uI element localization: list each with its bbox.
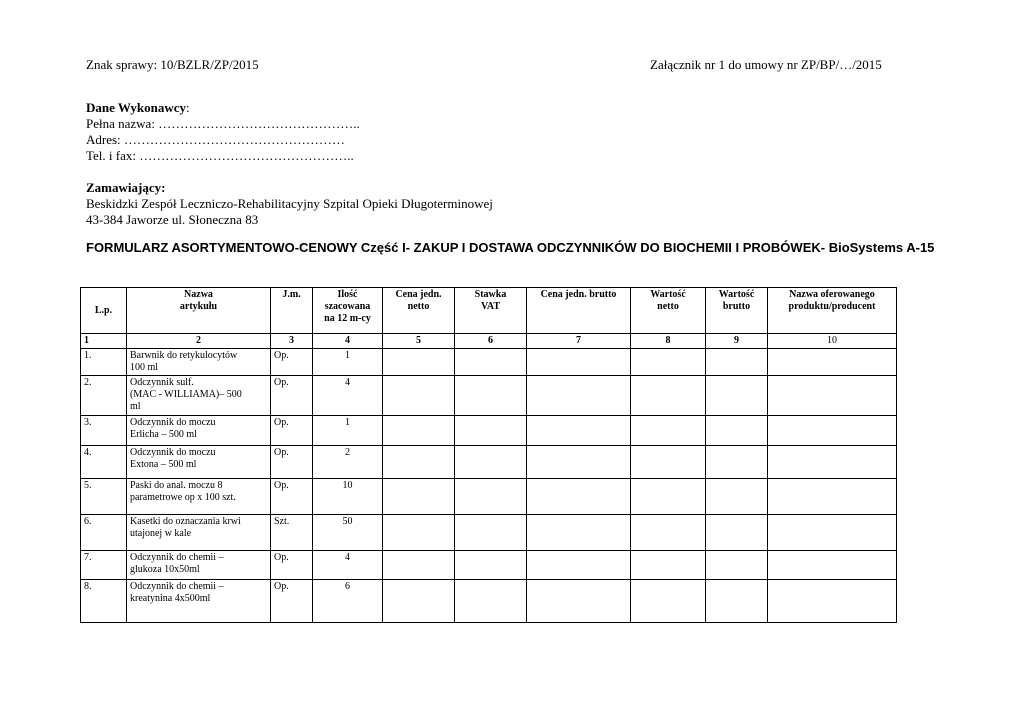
col-header-offered-product: Nazwa oferowanego produktu/producent [768,288,897,334]
cell-unit-gross-price[interactable] [527,580,631,623]
row-quantity: 1 [313,349,383,376]
row-unit: Szt. [271,515,313,551]
table-row [81,479,897,515]
row-unit: Op. [271,416,313,446]
orderer-address: 43-384 Jaworze ul. Słoneczna 83 [86,212,259,227]
cell-unit-net-price[interactable] [383,446,455,479]
col-header-vat-rate: Stawka VAT [455,288,527,334]
cell-offered-product[interactable] [768,349,897,376]
price-form-table [80,287,897,623]
row-quantity: 2 [313,446,383,479]
row-lp: 4. [81,446,127,479]
row-unit: Op. [271,479,313,515]
cell-unit-gross-price[interactable] [527,515,631,551]
row-quantity: 6 [313,580,383,623]
cell-offered-product[interactable] [768,416,897,446]
row-quantity: 10 [313,479,383,515]
cell-gross-value[interactable] [706,580,768,623]
col-header-name: Nazwa artykułu [127,288,271,334]
row-quantity: 4 [313,551,383,580]
row-lp: 8. [81,580,127,623]
annex-reference: Załącznik nr 1 do umowy nr ZP/BP/…/2015 [650,57,882,72]
cell-offered-product[interactable] [768,376,897,416]
row-item-name: Barwnik do retykulocytów 100 ml [127,349,271,376]
col-number: 6 [455,334,527,349]
cell-vat-rate[interactable] [455,416,527,446]
col-number: 2 [127,334,271,349]
row-lp: 7. [81,551,127,580]
contractor-address-line: Adres: …………………………………………… [86,132,345,147]
cell-unit-gross-price[interactable] [527,446,631,479]
row-lp: 1. [81,349,127,376]
cell-unit-net-price[interactable] [383,551,455,580]
col-header-gross-value: Wartość brutto [706,288,768,334]
contractor-name-line: Pełna nazwa: ……………………………………….. [86,116,360,131]
cell-net-value[interactable] [631,515,706,551]
col-header-quantity: Ilość szacowana na 12 m-cy [313,288,383,334]
form-title: FORMULARZ ASORTYMENTOWO-CENOWY Część I- ZAKUP I DOSTAWA ODCZYNNIKÓW DO BIOCHEMII I PROBÓWEK- BioSystems A-15 [86,240,935,255]
cell-unit-gross-price[interactable] [527,479,631,515]
cell-offered-product[interactable] [768,580,897,623]
col-header-unit-gross-price: Cena jedn. brutto [527,288,631,334]
table-row [81,580,897,623]
orderer-section [86,180,493,228]
table-row [81,349,897,376]
col-number: 5 [383,334,455,349]
cell-vat-rate[interactable] [455,376,527,416]
cell-unit-gross-price[interactable] [527,349,631,376]
cell-offered-product[interactable] [768,479,897,515]
table-row [81,446,897,479]
row-unit: Op. [271,446,313,479]
cell-unit-net-price[interactable] [383,479,455,515]
cell-offered-product[interactable] [768,515,897,551]
row-item-name: Odczynnik do moczu Extona – 500 ml [127,446,271,479]
header-row [81,288,897,334]
cell-vat-rate[interactable] [455,580,527,623]
cell-net-value[interactable] [631,551,706,580]
col-number: 8 [631,334,706,349]
row-quantity: 1 [313,416,383,446]
row-item-name: Odczynnik do moczu Erlicha – 500 ml [127,416,271,446]
row-item-name: Odczynnik do chemii – glukoza 10x50ml [127,551,271,580]
cell-unit-gross-price[interactable] [527,416,631,446]
cell-unit-gross-price[interactable] [527,376,631,416]
orderer-title: Zamawiający: [86,180,166,195]
cell-unit-net-price[interactable] [383,376,455,416]
cell-gross-value[interactable] [706,479,768,515]
cell-gross-value[interactable] [706,551,768,580]
cell-gross-value[interactable] [706,446,768,479]
cell-net-value[interactable] [631,376,706,416]
col-number: 1 [81,334,127,349]
table-row [81,416,897,446]
cell-unit-net-price[interactable] [383,349,455,376]
cell-net-value[interactable] [631,446,706,479]
contractor-title-colon: : [186,100,190,115]
cell-offered-product[interactable] [768,551,897,580]
orderer-name: Beskidzki Zespół Leczniczo-Rehabilitacyjny Szpital Opieki Długoterminowej [86,196,493,211]
col-number: 10 [768,334,897,349]
row-quantity: 4 [313,376,383,416]
contractor-section [86,100,360,164]
row-item-name: Odczynnik sulf. (MAC - WILLIAMA)– 500 ml [127,376,271,416]
row-unit: Op. [271,376,313,416]
row-item-name: Kasetki do oznaczania krwi utajonej w kale [127,515,271,551]
cell-unit-gross-price[interactable] [527,551,631,580]
case-number: Znak sprawy: 10/BZLR/ZP/2015 [86,57,259,72]
row-lp: 2. [81,376,127,416]
row-item-name: Odczynnik do chemii – kreatynina 4x500ml [127,580,271,623]
row-quantity: 50 [313,515,383,551]
row-lp: 5. [81,479,127,515]
col-header-net-value: Wartość netto [631,288,706,334]
cell-net-value[interactable] [631,416,706,446]
row-unit: Op. [271,551,313,580]
column-number-row [81,334,897,349]
cell-gross-value[interactable] [706,416,768,446]
cell-offered-product[interactable] [768,446,897,479]
row-item-name: Paski do anal. moczu 8 parametrowe op x 100 szt. [127,479,271,515]
cell-unit-net-price[interactable] [383,416,455,446]
col-number: 4 [313,334,383,349]
cell-gross-value[interactable] [706,349,768,376]
row-lp: 6. [81,515,127,551]
col-number: 9 [706,334,768,349]
col-number: 7 [527,334,631,349]
cell-vat-rate[interactable] [455,551,527,580]
contractor-phone-line: Tel. i fax: ………………………………………….. [86,148,354,163]
col-header-unit-net-price: Cena jedn. netto [383,288,455,334]
cell-net-value[interactable] [631,479,706,515]
cell-gross-value[interactable] [706,515,768,551]
col-number: 3 [271,334,313,349]
col-header-unit: J.m. [271,288,313,334]
cell-net-value[interactable] [631,580,706,623]
cell-vat-rate[interactable] [455,515,527,551]
row-unit: Op. [271,349,313,376]
cell-unit-net-price[interactable] [383,580,455,623]
row-lp: 3. [81,416,127,446]
col-header-lp: L.p. [81,288,127,334]
table-row [81,551,897,580]
cell-unit-net-price[interactable] [383,515,455,551]
cell-vat-rate[interactable] [455,479,527,515]
contractor-title: Dane Wykonawcy [86,100,187,115]
cell-net-value[interactable] [631,349,706,376]
table-row [81,515,897,551]
cell-vat-rate[interactable] [455,349,527,376]
cell-vat-rate[interactable] [455,446,527,479]
row-unit: Op. [271,580,313,623]
cell-gross-value[interactable] [706,376,768,416]
table-row [81,376,897,416]
